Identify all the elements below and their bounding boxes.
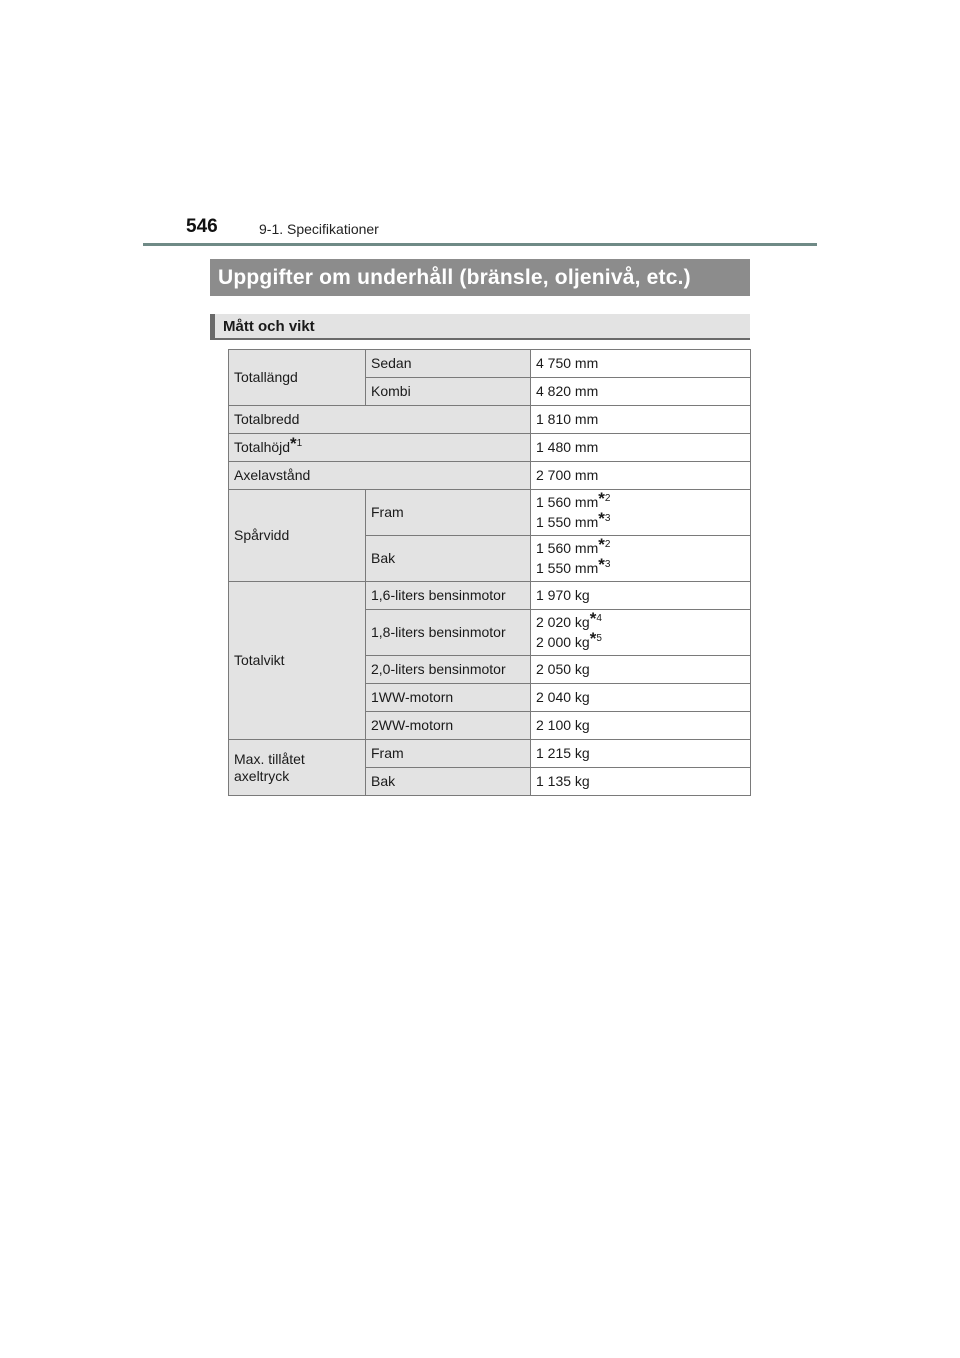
label-text: Totalhöjd (234, 438, 291, 455)
dimensions-weight-table (228, 349, 751, 796)
table-row (229, 350, 751, 378)
footnote-star: * (589, 608, 597, 628)
value-cell (531, 610, 751, 656)
variant-cell: 1,6-liters bensinmotor (366, 582, 531, 610)
section-subheading: Mått och vikt (210, 314, 750, 340)
footnote-star: * (290, 433, 297, 453)
table-row (229, 490, 751, 536)
footnote-number: 2 (604, 492, 611, 504)
footnote-star: * (598, 488, 605, 508)
value-text: 2 000 kg (536, 633, 590, 650)
row-label-totallangd: Totallängd (229, 350, 366, 406)
value-line (536, 608, 745, 633)
variant-cell: 1WW-motorn (366, 684, 531, 712)
chapter-banner: Uppgifter om underhåll (bränsle, oljenivå, etc.) (210, 259, 750, 296)
footnote-number: 5 (596, 632, 602, 644)
value-text: 1 550 mm (536, 559, 599, 576)
value-line (536, 554, 745, 579)
table-row (229, 434, 751, 462)
variant-cell: 2,0-liters bensinmotor (366, 656, 531, 684)
table-row (229, 582, 751, 610)
value-cell: 1 135 kg (531, 768, 751, 796)
row-label-totalvikt: Totalvikt (229, 582, 366, 740)
row-label-totalbredd: Totalbredd (229, 406, 531, 434)
page-number: 546 (186, 216, 218, 237)
value-cell: 2 700 mm (531, 462, 751, 490)
value-text: 2 020 kg (536, 613, 590, 630)
variant-cell: Bak (366, 768, 531, 796)
value-line (536, 488, 745, 513)
value-line (536, 508, 745, 533)
variant-cell: Bak (366, 536, 531, 582)
variant-cell: 2WW-motorn (366, 712, 531, 740)
footnote-star: * (598, 554, 605, 574)
value-cell (531, 536, 751, 582)
value-line (536, 534, 745, 559)
footnote-star: * (589, 628, 597, 648)
value-cell: 2 100 kg (531, 712, 751, 740)
header-divider (143, 243, 817, 246)
table-row (229, 462, 751, 490)
variant-cell: 1,8-liters bensinmotor (366, 610, 531, 656)
variant-cell: Fram (366, 740, 531, 768)
footnote-number: 2 (604, 538, 611, 550)
value-line (536, 628, 745, 653)
value-cell: 2 040 kg (531, 684, 751, 712)
footnote-number: 1 (296, 437, 303, 449)
variant-cell: Sedan (366, 350, 531, 378)
footnote-number: 3 (604, 558, 611, 570)
row-label-axelavstand: Axelavstånd (229, 462, 531, 490)
value-cell: 1 215 kg (531, 740, 751, 768)
label-line: axeltryck (234, 767, 290, 784)
label-line: Max. tillåtet (234, 750, 305, 767)
value-text: 1 550 mm (536, 513, 599, 530)
value-cell: 1 480 mm (531, 434, 751, 462)
section-title: 9-1. Specifikationer (259, 221, 379, 237)
row-label-axeltryck (229, 740, 366, 796)
value-cell: 4 820 mm (531, 378, 751, 406)
value-cell: 1 810 mm (531, 406, 751, 434)
table-row (229, 740, 751, 768)
footnote-number: 4 (596, 612, 602, 624)
variant-cell: Kombi (366, 378, 531, 406)
footnote-star: * (598, 508, 605, 528)
footnote-number: 3 (604, 512, 611, 524)
row-label-totalhojd (229, 434, 531, 462)
variant-cell: Fram (366, 490, 531, 536)
value-cell (531, 490, 751, 536)
row-label-sparvidd: Spårvidd (229, 490, 366, 582)
value-cell: 1 970 kg (531, 582, 751, 610)
footnote-star: * (598, 534, 605, 554)
value-cell: 4 750 mm (531, 350, 751, 378)
value-cell: 2 050 kg (531, 656, 751, 684)
table-row (229, 406, 751, 434)
value-text: 1 560 mm (536, 493, 599, 510)
value-text: 1 560 mm (536, 539, 599, 556)
